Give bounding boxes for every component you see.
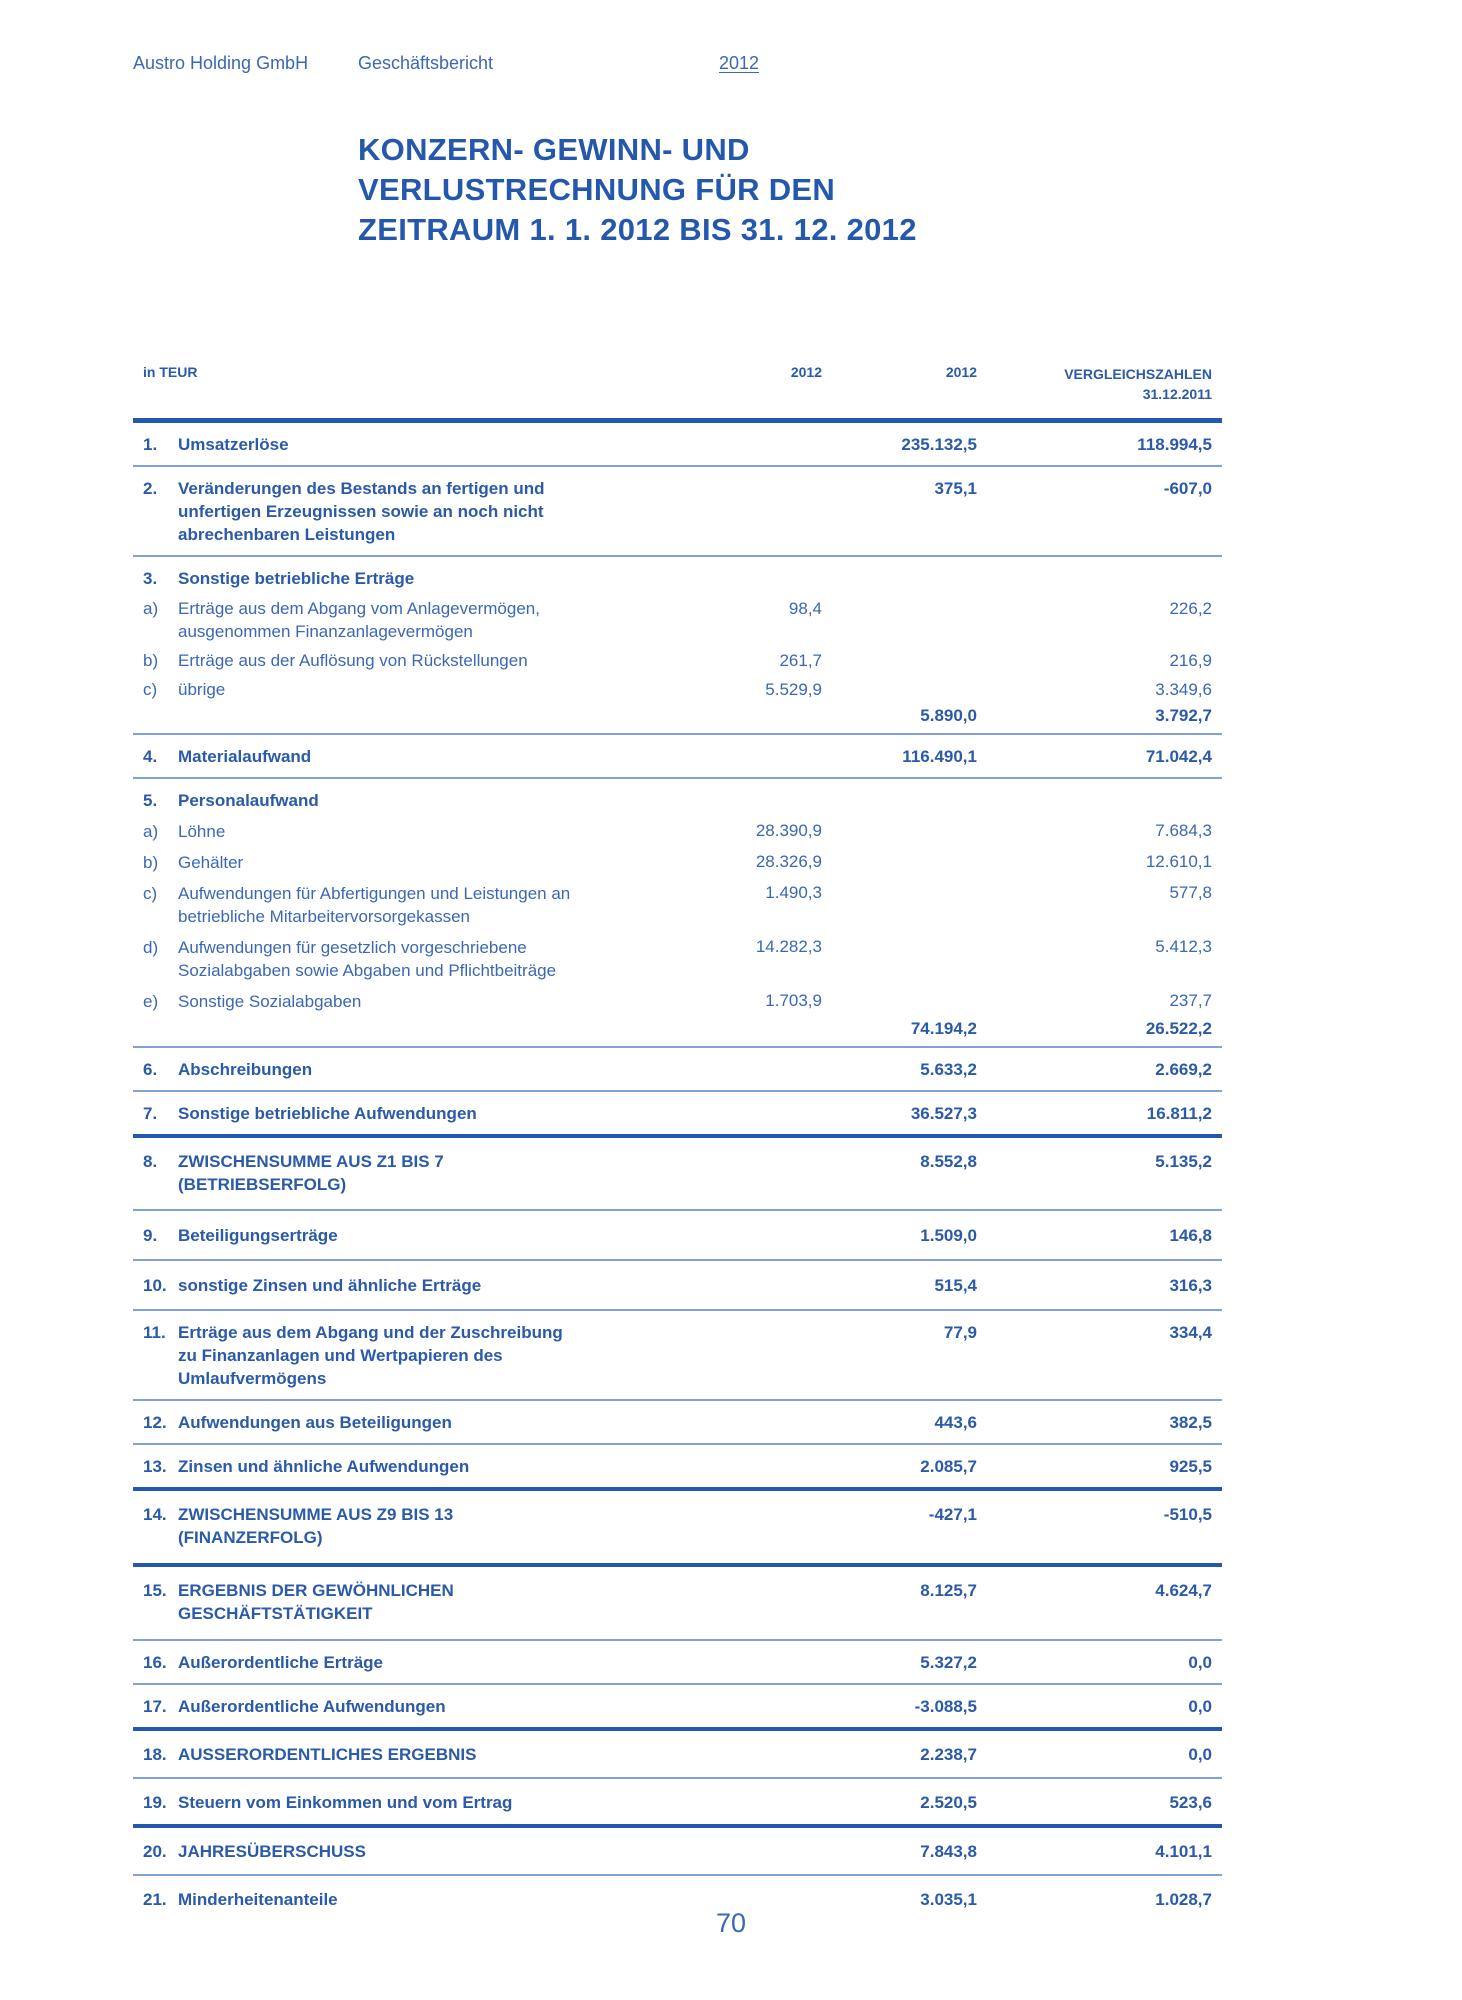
value-2011: 925,5 <box>1169 1457 1212 1476</box>
value-2011: -510,5 <box>1163 1505 1212 1524</box>
value-2012: 2.520,5 <box>920 1793 977 1812</box>
row-label: Außerordentliche Aufwendungen <box>178 1697 446 1716</box>
header-year: 2012 <box>719 53 760 73</box>
value-2011: 334,4 <box>1169 1323 1212 1342</box>
table-row <box>133 779 1222 816</box>
title-line: ZEITRAUM 1. 1. 2012 BIS 31. 12. 2012 <box>358 212 917 247</box>
subtotal-row <box>133 1017 1222 1046</box>
title-line: VERLUSTRECHNUNG FÜR DEN <box>358 172 836 207</box>
row-number: 19. <box>143 1793 167 1812</box>
subrow-letter: b) <box>143 651 159 670</box>
row-number: 18. <box>143 1745 167 1764</box>
value-2011: 3.349,6 <box>1155 680 1212 699</box>
row-number: 6. <box>143 1060 158 1079</box>
value-2012-detail: 1.703,9 <box>765 991 822 1010</box>
row-label: Sonstige betriebliche Erträge <box>178 569 415 588</box>
value-2011: 226,2 <box>1169 599 1212 618</box>
table-row <box>133 1092 1222 1134</box>
row-label: Steuern vom Einkommen und vom Ertrag <box>178 1793 513 1812</box>
subtotal-row <box>133 704 1222 733</box>
value-2011: 5.412,3 <box>1155 937 1212 956</box>
row-label: AUSSERORDENTLICHES ERGEBNIS <box>178 1745 477 1764</box>
value-2011: 118.994,5 <box>1137 435 1212 454</box>
table-subrow <box>133 675 1222 704</box>
row-number: 2. <box>143 479 158 498</box>
value-2012: 5.633,2 <box>920 1060 977 1079</box>
value-2012-detail: 261,7 <box>779 651 822 670</box>
row-label: Beteiligungserträge <box>178 1226 338 1245</box>
row-label: ZWISCHENSUMME AUS Z1 BIS 7 (BETRIEBSERFOLG) <box>178 1152 444 1194</box>
row-number: 10. <box>143 1276 167 1295</box>
row-label: Minderheitenanteile <box>178 1890 338 1909</box>
row-number: 8. <box>143 1152 158 1171</box>
value-2012: 2.085,7 <box>920 1457 977 1476</box>
value-2011: 4.101,1 <box>1155 1842 1212 1861</box>
row-number: 3. <box>143 569 158 588</box>
subtotal-2012: 74.194,2 <box>910 1019 977 1038</box>
row-number: 7. <box>143 1104 158 1123</box>
value-2012-detail: 28.390,9 <box>755 821 822 840</box>
table-row <box>133 1048 1222 1090</box>
row-label: JAHRESÜBERSCHUSS <box>178 1842 366 1861</box>
table-row <box>133 1779 1222 1824</box>
page-number: 70 <box>715 1908 747 1938</box>
value-2012-detail: 98,4 <box>788 599 822 618</box>
subrow-label: übrige <box>178 680 226 699</box>
row-label: Erträge aus dem Abgang und der Zuschreibung zu Finanzanlagen und Wertpapieren des Umlaufvermögens <box>178 1323 563 1388</box>
value-2011: 216,9 <box>1169 651 1212 670</box>
table-row <box>133 1641 1222 1683</box>
table-row <box>133 467 1222 555</box>
value-2012: 3.035,1 <box>920 1890 977 1909</box>
subtotal-2011: 26.522,2 <box>1145 1019 1212 1038</box>
table-row <box>133 557 1222 594</box>
value-2012: 235.132,5 <box>901 435 977 454</box>
table-row <box>133 1445 1222 1487</box>
column-header-2012-detail: 2012 <box>790 364 822 380</box>
row-label: Materialaufwand <box>178 747 312 766</box>
subrow-label: Aufwendungen für gesetzlich vorgeschriebene Sozialabgaben sowie Abgaben und Pflichtbeiträge <box>178 938 557 980</box>
row-label: Zinsen und ähnliche Aufwendungen <box>178 1457 470 1476</box>
value-2012: 36.527,3 <box>910 1104 977 1123</box>
table-row <box>133 735 1222 777</box>
table-subrow <box>133 594 1222 646</box>
comparison-label: VERGLEICHSZAHLEN <box>1064 366 1212 382</box>
value-2011: 2.669,2 <box>1155 1060 1212 1079</box>
row-number: 12. <box>143 1413 167 1432</box>
value-2012: 1.509,0 <box>920 1226 977 1245</box>
row-label: Abschreibungen <box>178 1060 313 1079</box>
value-2011: 7.684,3 <box>1155 821 1212 840</box>
row-number: 9. <box>143 1226 158 1245</box>
value-2011: -607,0 <box>1163 479 1212 498</box>
table-row <box>133 1311 1222 1399</box>
table-subrow <box>133 932 1222 986</box>
row-label: Veränderungen des Bestands an fertigen und unfertigen Erzeugnissen sowie an noch nicht abrechenbaren Leistungen <box>178 479 545 544</box>
column-header-comparison <box>1064 364 1212 404</box>
value-2011: 577,8 <box>1169 883 1212 902</box>
subtotal-2012: 5.890,0 <box>920 706 977 725</box>
row-number: 5. <box>143 791 158 810</box>
row-label: Umsatzerlöse <box>178 435 289 454</box>
income-statement-table <box>133 364 1222 1923</box>
subrow-letter: d) <box>143 938 159 957</box>
value-2012: 116.490,1 <box>902 747 977 766</box>
row-number: 13. <box>143 1457 167 1476</box>
table-row-subtotal <box>133 1567 1222 1639</box>
value-2012: 8.552,8 <box>920 1152 977 1171</box>
row-label: Aufwendungen aus Beteiligungen <box>178 1413 452 1432</box>
row-number: 11. <box>143 1323 166 1342</box>
value-2012: -427,1 <box>928 1505 977 1524</box>
value-2012: -3.088,5 <box>914 1697 977 1716</box>
value-2012-detail: 1.490,3 <box>765 883 822 902</box>
table-row-subtotal <box>133 1491 1222 1563</box>
table-row <box>133 1401 1222 1443</box>
value-2012-detail: 28.326,9 <box>755 852 822 871</box>
table-subrow <box>133 646 1222 675</box>
value-2011: 0,0 <box>1188 1653 1212 1672</box>
value-2012: 443,6 <box>934 1413 977 1432</box>
value-2011: 382,5 <box>1169 1413 1212 1432</box>
table-subrow <box>133 816 1222 847</box>
value-2011: 4.624,7 <box>1155 1581 1212 1600</box>
header-company: Austro Holding GmbH <box>133 53 309 73</box>
table-subrow <box>133 847 1222 878</box>
value-2012: 375,1 <box>934 479 977 498</box>
value-2012: 2.238,7 <box>920 1745 977 1764</box>
value-2011: 16.811,2 <box>1146 1104 1212 1123</box>
subrow-letter: b) <box>143 853 159 872</box>
unit-label: in TEUR <box>143 364 198 380</box>
subrow-label: Gehälter <box>178 853 244 872</box>
value-2012-detail: 5.529,9 <box>765 680 822 699</box>
row-number: 1. <box>143 435 158 454</box>
table-row <box>133 1261 1222 1309</box>
subrow-label: Löhne <box>178 822 226 841</box>
row-label: ERGEBNIS DER GEWÖHNLICHEN GESCHÄFTSTÄTIGKEIT <box>178 1581 454 1623</box>
row-label: ZWISCHENSUMME AUS Z9 BIS 13 (FINANZERFOLG) <box>178 1505 454 1547</box>
value-2011: 0,0 <box>1188 1745 1212 1764</box>
table-row-total <box>133 1828 1222 1874</box>
table-subrow <box>133 878 1222 932</box>
subrow-label: Sonstige Sozialabgaben <box>178 992 362 1011</box>
value-2011: 146,8 <box>1169 1226 1212 1245</box>
table-header <box>133 364 1222 418</box>
row-label: Personalaufwand <box>178 791 319 810</box>
table-row-subtotal <box>133 1731 1222 1777</box>
header-report: Geschäftsbericht <box>358 53 494 73</box>
table-subrow <box>133 986 1222 1017</box>
subrow-letter: a) <box>143 599 159 618</box>
row-number: 21. <box>143 1890 167 1909</box>
subrow-label: Aufwendungen für Abfertigungen und Leistungen an betriebliche Mitarbeitervorsorgekassen <box>178 884 571 926</box>
row-number: 15. <box>143 1581 167 1600</box>
row-label: Außerordentliche Erträge <box>178 1653 383 1672</box>
value-2011: 523,6 <box>1169 1793 1212 1812</box>
value-2012: 5.327,2 <box>920 1653 977 1672</box>
table-row <box>133 423 1222 465</box>
subrow-label: Erträge aus dem Abgang vom Anlagevermögen, ausgenommen Finanzanlagevermögen <box>178 599 540 641</box>
value-2011: 5.135,2 <box>1155 1152 1212 1171</box>
row-label: Sonstige betriebliche Aufwendungen <box>178 1104 477 1123</box>
value-2012: 8.125,7 <box>920 1581 977 1600</box>
column-header-2012-total: 2012 <box>945 364 977 380</box>
row-label: sonstige Zinsen und ähnliche Erträge <box>178 1276 482 1295</box>
value-2012: 7.843,8 <box>920 1842 977 1861</box>
row-number: 17. <box>143 1697 167 1716</box>
subrow-letter: a) <box>143 822 159 841</box>
table-row <box>133 1211 1222 1259</box>
comparison-date: 31.12.2011 <box>1142 386 1212 402</box>
row-number: 14. <box>143 1505 167 1524</box>
subtotal-2011: 3.792,7 <box>1155 706 1212 725</box>
value-2011: 237,7 <box>1169 991 1212 1010</box>
row-number: 20. <box>143 1842 167 1861</box>
row-number: 16. <box>143 1653 167 1672</box>
title-line: KONZERN- GEWINN- UND <box>358 132 750 167</box>
page-title <box>358 130 917 250</box>
table-row <box>133 1685 1222 1727</box>
value-2012: 77,9 <box>943 1323 977 1342</box>
value-2012-detail: 14.282,3 <box>755 937 822 956</box>
subrow-letter: c) <box>143 680 158 699</box>
value-2011: 316,3 <box>1169 1276 1212 1295</box>
value-2011: 12.610,1 <box>1145 852 1212 871</box>
value-2011: 71.042,4 <box>1145 747 1212 766</box>
value-2011: 1.028,7 <box>1155 1890 1212 1909</box>
subrow-label: Erträge aus der Auflösung von Rückstellungen <box>178 651 528 670</box>
row-number: 4. <box>143 747 158 766</box>
value-2011: 0,0 <box>1188 1697 1212 1716</box>
subrow-letter: c) <box>143 884 158 903</box>
value-2012: 515,4 <box>934 1276 977 1295</box>
table-row-subtotal <box>133 1138 1222 1209</box>
subrow-letter: e) <box>143 992 159 1011</box>
